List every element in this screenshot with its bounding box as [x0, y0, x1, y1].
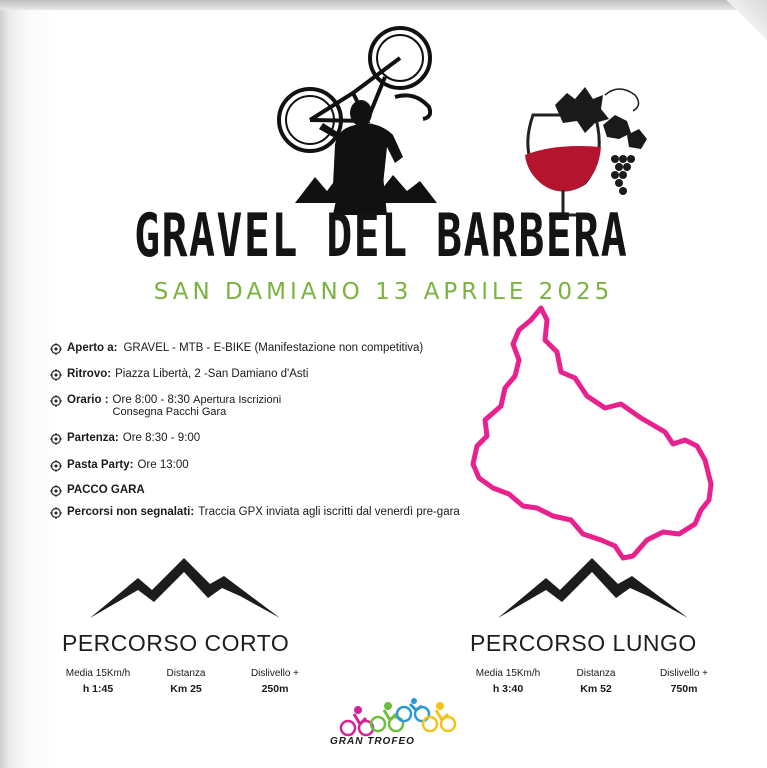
route-map-icon [465, 300, 725, 565]
info-value-detail: Apertura Iscrizioni [193, 394, 282, 406]
info-label: Ritrovo: [67, 368, 112, 380]
target-bullet-icon [50, 485, 62, 497]
target-bullet-icon [50, 343, 62, 355]
route-title-short: PERCORSO CORTO [62, 630, 290, 656]
stat-dislivello-short: Dislivello + 250m [250, 668, 300, 695]
info-row-percorsi [50, 506, 460, 519]
info-label: Partenza: [67, 432, 119, 444]
cyclist-logo-icon [275, 25, 445, 215]
event-subtitle: SAN DAMIANO 13 APRILE 2025 [153, 279, 614, 305]
stat-dislivello-long: Dislivello + 750m [659, 668, 709, 695]
info-value: Piazza Libertà, 2 -San Damiano d'Asti [115, 368, 309, 380]
info-label: Orario : [67, 394, 109, 406]
stat-media-long: Media 15Km/h h 3:40 [475, 668, 541, 695]
info-value: Ore 8:00 - 8:30 [112, 394, 190, 406]
page-top-edge [0, 0, 767, 10]
stat-distanza-short: Distanza Km 25 [166, 668, 206, 695]
target-bullet-icon [50, 369, 62, 381]
target-bullet-icon [50, 507, 62, 519]
info-value: Ore 8:30 - 9:00 [122, 432, 201, 444]
info-value-line2: Consegna Pacchi Gara [112, 406, 227, 418]
stat-distanza-long: Distanza Km 52 [576, 668, 616, 695]
grape-icon [611, 155, 635, 195]
mountain-icon [90, 558, 280, 620]
cyclists-logo-icon [338, 698, 460, 738]
mountain-icon [498, 558, 688, 620]
info-value: Ore 13:00 [137, 459, 189, 471]
info-row-aperto [50, 342, 423, 355]
info-row-pasta-party [50, 459, 189, 472]
info-row-ritrovo [50, 368, 308, 381]
target-bullet-icon [50, 460, 62, 472]
target-bullet-icon [50, 433, 62, 445]
route-title-long: PERCORSO LUNGO [470, 630, 697, 656]
info-label: Percorsi non segnalati: [67, 506, 195, 518]
stat-media-short: Media 15Km/h h 1:45 [65, 668, 131, 695]
info-row-partenza [50, 432, 200, 445]
info-value: Traccia GPX inviata agli iscritti dal venerdì pre-gara [198, 506, 460, 518]
page-corner-fold [727, 0, 767, 40]
target-bullet-icon [50, 395, 62, 407]
info-row-pacco-gara [50, 484, 149, 497]
info-label: Aperto a: [67, 342, 118, 354]
brand-name: GRAN TROFEO [330, 736, 415, 747]
info-label: PACCO GARA [67, 484, 145, 496]
info-label: Pasta Party: [67, 459, 134, 471]
info-row-orario [50, 394, 281, 418]
event-title: GRAVEL DEL BARBERA [134, 201, 629, 271]
info-value: GRAVEL - MTB - E-BIKE (Manifestazione non competitiva) [123, 342, 424, 354]
